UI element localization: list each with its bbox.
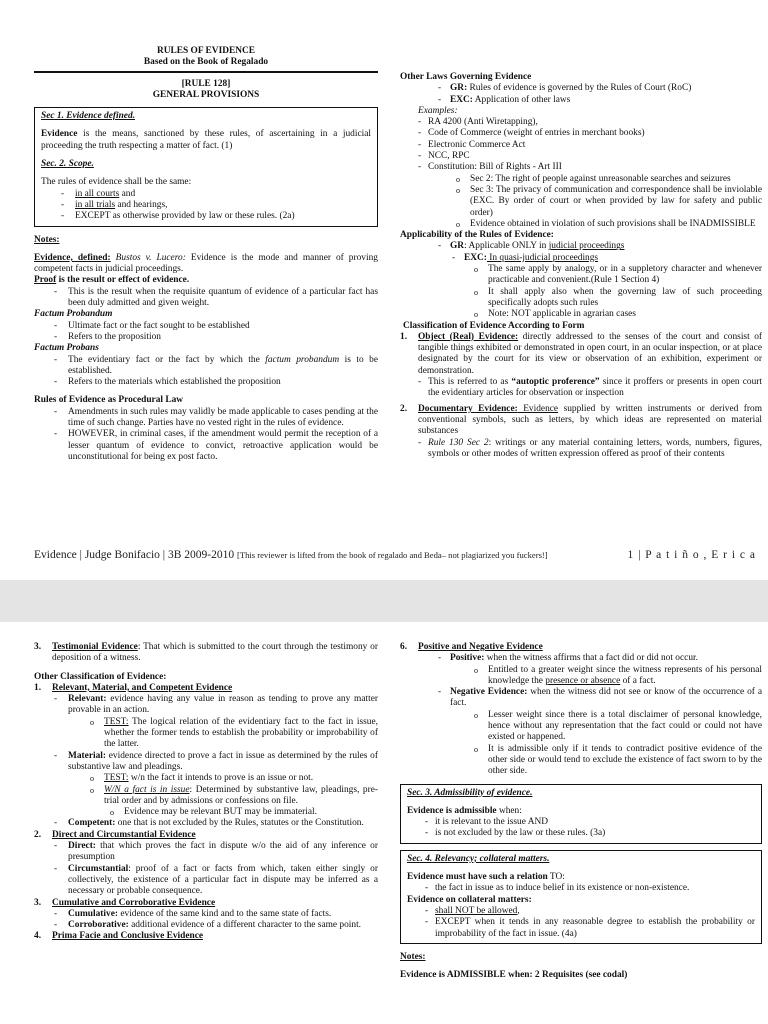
list-item: - NCC, RPC [418, 151, 470, 162]
list-item: - Refers to the proposition [54, 331, 161, 342]
list-item: - EXC: Application of other laws [438, 94, 571, 105]
list-item: - Code of Commerce (weight of entries in merchant books) [418, 128, 645, 139]
footer-page-author: 1 | P a t i ñ o , E r i c a [627, 549, 756, 561]
list-item: o Sec 3: The privacy of communication and correspondence shall be inviolable (EXC. By order of court or when provided by law for safety and public order) [456, 184, 762, 218]
factum-probandum-heading: Factum Probandum [34, 309, 113, 320]
page2-right-column [400, 642, 762, 981]
list-item: o It is admissible only if it tends to contradict positive evidence of the other side or would tend to exclude the existence of fact sworn to by the other side. [474, 743, 762, 777]
list-item: - Material: evidence directed to prove a fact in issue as determined by the rules of substantive law and pleadings. [54, 750, 378, 772]
list-item: - in all courts and [61, 188, 136, 199]
list-item: - Electronic Commerce Act [418, 139, 526, 150]
list-item: - Rule 130 Sec 2: writings or any material containing letters, words, numbers, figures, symbols or other modes of written expression offered as proof of their contents [418, 437, 762, 459]
list-item: 4. Prima Facie and Conclusive Evidence [34, 931, 204, 942]
list-item: - RA 4200 (Anti Wiretapping), [418, 117, 538, 128]
list-item: - Relevant: evidence having any value in reason as tending to prove any matter provable in an action. [54, 694, 378, 716]
list-item: - GR: Applicable ONLY in judicial proceedings [438, 241, 625, 252]
list-item: 1. Object (Real) Evidence: directly addressed to the senses of the court and consist of tangible things exhibited or demonstrated in open court, in an ocular inspection, or at place designated by the court for its view or observation of an exhibition, experiment or demonstration. [400, 331, 762, 376]
list-item: - the fact in issue as to induce belief in its existence or non-existence. [425, 883, 690, 894]
rule-number: [RULE 128] [181, 78, 231, 89]
list-item: - Negative Evidence: when the witness did not see or know of the occurrence of a fact. [438, 687, 762, 709]
list-item: o Note: NOT applicable in agrarian cases [474, 309, 636, 320]
codal-box-sec1-2 [34, 107, 378, 226]
list-item: o TEST: The logical relation of the evidentiary fact to the fact in issue, whether the former tends to establish the probability or improbability of the latter. [90, 716, 378, 750]
factum-probans-heading: Factum Probans [34, 343, 99, 354]
page2-left-column [34, 642, 378, 943]
list-item: - Refers to the materials which established the proposition [54, 377, 281, 388]
list-item: 3. Testimonial Evidence: That which is submitted to the court through the testimony or deposition of a witness. [34, 642, 378, 664]
list-item: - it is relevant to the issue AND [425, 817, 549, 828]
notes-heading-2: Notes: [400, 951, 426, 962]
list-item: 2. Direct and Circumstantial Evidence [34, 829, 196, 840]
list-item: o Evidence may be relevant BUT may be immaterial. [110, 807, 317, 818]
list-item: - EXC: In quasi-judicial proceedings [452, 252, 599, 263]
list-item: - The evidentiary fact or the fact by which the factum probandum is to be established. [54, 354, 378, 376]
document-title: RULES OF EVIDENCE [156, 46, 256, 56]
page1-left-column [34, 46, 378, 463]
list-item: - Competent: one that is not excluded by the Rules, statutes or the Constitution. [54, 818, 364, 829]
list-item: - is not excluded by the law or these rules. (3a) [425, 828, 606, 839]
procedural-law-heading: Rules of Evidence as Procedural Law [34, 395, 184, 406]
list-item: - Positive: when the witness affirms that a fact did or did not occur. [438, 653, 698, 664]
notes-heading: Notes: [34, 234, 60, 245]
sec2-text: The rules of evidence shall be the same: [41, 177, 192, 188]
collateral-heading: Evidence on collateral matters: [407, 894, 532, 905]
proof-note: Proof is the result or effect of evidence. [34, 275, 190, 286]
sec1-text: Evidence is the means, sanctioned by these rules, of ascertaining in a judicial proceeding the truth respecting a matter of fact. (1) [41, 129, 371, 151]
list-item: o It shall apply also when the governing law of such proceeding specifically adopts such rules [474, 286, 762, 308]
list-item: o The same apply by analogy, or in a suppletory character and whenever practicable and convenient.(Rule 1 Section 4) [474, 264, 762, 286]
sec3-title: Sec. 3. Admissibility of evidence. [407, 787, 533, 798]
list-item: 2. Documentary Evidence: Evidence supplied by written instruments or derived from conventional symbols, such as letters, by which ideas are represented on material substances [400, 403, 762, 437]
list-item: - This is referred to as “autoptic proference” since it proffers or presents in open court the evidentiary articles for observation or inspection [418, 377, 762, 399]
other-classification-heading: Other Classification of Evidence: [34, 671, 167, 682]
list-item: - HOWEVER, in criminal cases, if the amendment would permit the reception of a lesser quantum of evidence to convict, retroactive application would be unconstitutional for being ex post facto. [54, 429, 378, 462]
classification-heading: Classification of Evidence According to Form [403, 320, 585, 331]
list-item: - Ultimate fact or the fact sought to be established [54, 320, 250, 331]
list-item: - shall NOT be allowed, [425, 905, 520, 916]
list-item: - Constitution: Bill of Rights - Art III [418, 162, 562, 173]
list-item: - Direct: that which proves the fact in dispute w/o the aid of any inference or presumption [54, 841, 378, 863]
list-item: - EXCEPT as otherwise provided by law or these rules. (2a) [61, 211, 295, 222]
applicability-heading: Applicability of the Rules of Evidence: [400, 230, 554, 241]
list-item: o TEST: w/n the fact it intends to prove is an issue or not. [90, 773, 314, 784]
list-item: o Lesser weight since there is a total disclaimer of personal knowledge, hence without any representation that the fact could or could not have existed or happened. [474, 709, 762, 743]
list-item: - Cumulative: evidence of the same kind and to the same state of facts. [54, 908, 332, 919]
list-item: 6. Positive and Negative Evidence [400, 642, 543, 652]
codal-box-sec4 [400, 850, 762, 944]
other-laws-heading: Other Laws Governing Evidence [400, 72, 532, 82]
list-item: o Entitled to a greater weight since the witness represents of his personal knowledge the presence or absence of a fact. [474, 664, 762, 686]
list-item: 3. Cumulative and Corroborative Evidence [34, 897, 216, 908]
sec4-title: Sec. 4. Relevancy; collateral matters. [407, 853, 550, 864]
footer-disclaimer: [This reviewer is lifted from the book of regalado and Beda– not plagiarized you fuckers!] [236, 550, 548, 560]
admissible-requisites: Evidence is ADMISSIBLE when: 2 Requisites (see codal) [400, 970, 628, 981]
evidence-defined-note: Evidence, defined: Bustos v. Lucero: Evidence is the mode and manner of proving competent facts in judicial proceedings. [34, 252, 378, 275]
list-item: - in all trials and hearings, [61, 199, 168, 210]
sec2-title: Sec. 2. Scope. [41, 159, 94, 170]
title-divider [34, 71, 378, 73]
sec4-text: Evidence must have such a relation TO: [407, 872, 565, 883]
list-item: o Evidence obtained in violation of such provisions shall be INADMISSIBLE [456, 218, 756, 229]
list-item: - Amendments in such rules may validly be made applicable to cases pending at the time of such change. Parties have no vested right in the rules of evidence. [54, 406, 378, 429]
list-item: o Sec 2: The right of people against unreasonable searches and seizures [456, 173, 731, 184]
rule-title: GENERAL PROVISIONS [152, 89, 260, 100]
list-item: - Circumstantial: proof of a fact or facts from which, taken either singly or collectively, the existence of a particular fact in dispute may be inferred as a necessary or probable consequence. [54, 863, 378, 897]
list-item: - GR: Rules of evidence is governed by the Rules of Court (RoC) [438, 83, 692, 94]
page-footer [34, 549, 756, 561]
list-item: 1. Relevant, Material, and Competent Evidence [34, 682, 233, 693]
document-subtitle: Based on the Book of Regalado [143, 57, 269, 68]
footer-left: Evidence | Judge Bonifacio | 3B 2009-2010 [34, 549, 237, 561]
examples-label: Examples: [418, 105, 458, 116]
list-item: o W/N a fact is in issue: Determined by substantive law, pleadings, pre-trial order and by admissions or confessions on file. [90, 784, 378, 806]
sec3-text: Evidence is admissible when: [407, 805, 522, 816]
list-item: - This is the result when the requisite quantum of evidence of a particular fact has been duly admitted and given weight. [54, 286, 378, 309]
codal-box-sec3 [400, 784, 762, 844]
list-item: - Corroborative: additional evidence of a different character to the same point. [54, 920, 362, 931]
list-item: - EXCEPT when it tends in any reasonable degree to establish the probability or improbability of the fact in issue. (4a) [425, 917, 755, 939]
page1-right-column [400, 72, 762, 460]
sec1-title: Sec 1. Evidence defined. [41, 111, 135, 122]
